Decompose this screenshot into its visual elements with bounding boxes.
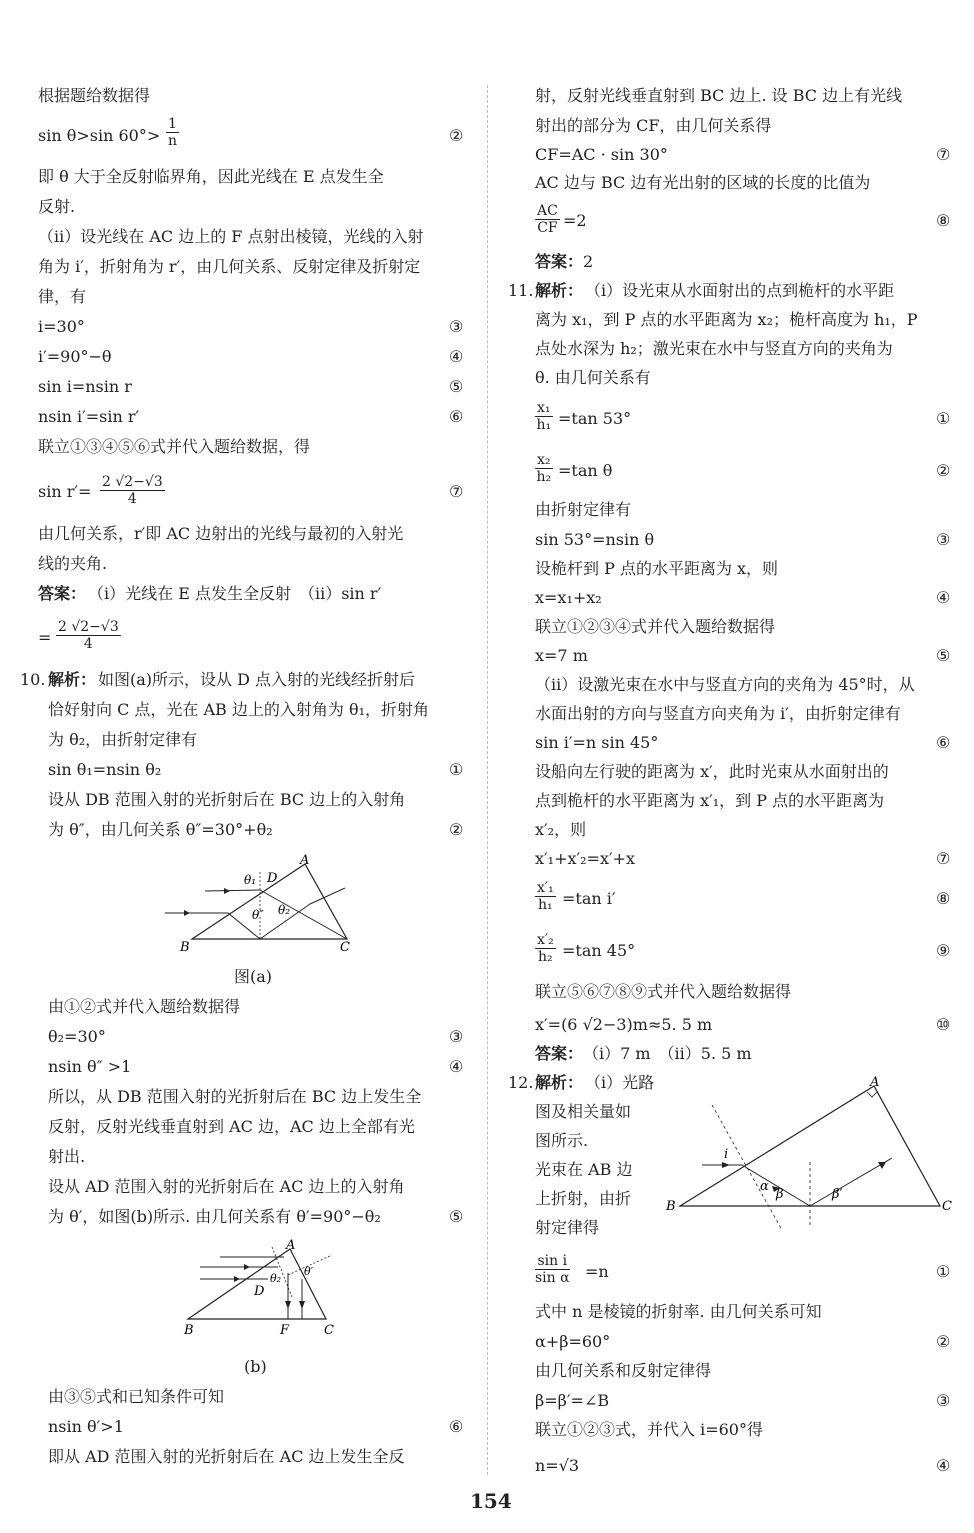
equation: nsin θ′>1	[48, 1417, 124, 1436]
vertex-label: C	[942, 1199, 952, 1214]
answer-text: 2	[583, 252, 594, 271]
angle-label: θ₂	[270, 1272, 282, 1285]
text-line: 由折射定律有	[535, 500, 632, 519]
question-number: 10.	[20, 670, 46, 689]
vertex-label: F	[280, 1323, 290, 1338]
angle-label: i	[724, 1147, 729, 1162]
numerator: 2 √2−√3	[102, 474, 163, 490]
fraction	[100, 474, 165, 507]
equation-tag: ⑤	[449, 1207, 464, 1226]
text-line: 由几何关系，r′即 AC 边射出的光线与最初的入射光	[38, 524, 404, 543]
vertex-label: D	[267, 871, 278, 886]
page-number: 154	[470, 1489, 512, 1513]
equation: nsin i′=sin r′	[38, 407, 140, 426]
denominator: h₂	[536, 469, 552, 485]
denominator: n	[167, 133, 177, 149]
text-line: 所以，从 DB 范围入射的光折射后在 BC 边上发生全	[48, 1087, 422, 1106]
angle-label: θ₂	[278, 903, 291, 917]
equation: sin θ>sin 60°>	[38, 126, 161, 145]
fraction	[535, 1253, 570, 1286]
equation: i=30°	[38, 317, 85, 336]
numerator: AC	[537, 203, 558, 219]
text-line: 联立①③④⑤⑥式并代入题给数据，得	[38, 437, 311, 456]
numerator: x′₁	[537, 880, 554, 896]
text-line: 离为 x₁，到 P 点的水平距离为 x₂；桅杆高度为 h₁，P	[535, 310, 918, 329]
solution-label: 解析：	[535, 1073, 584, 1092]
numerator: sin i	[535, 1253, 570, 1270]
equation-tag: ⑥	[449, 407, 464, 426]
vertex-label: D	[254, 1284, 265, 1299]
figure-a	[160, 852, 360, 960]
equation: α+β=60°	[535, 1332, 611, 1351]
column-divider	[487, 85, 488, 1475]
text-line: 上折射，由折	[535, 1189, 632, 1208]
equation-tag: ⑦	[449, 482, 464, 501]
equation: =	[38, 628, 52, 647]
equation: x=7 m	[535, 646, 588, 665]
text-line: 射，反射光线垂直射到 BC 边上. 设 BC 边上有光线	[535, 86, 903, 105]
equation: nsin θ″ >1	[48, 1057, 132, 1076]
numerator: 2 √2−√3	[58, 619, 119, 635]
fraction	[535, 452, 553, 485]
equation: =tan θ	[558, 461, 613, 480]
text-line: 恰好射向 C 点，光在 AB 边上的入射角为 θ₁，折射角	[48, 700, 430, 719]
answer-label: 答案：	[535, 1044, 584, 1063]
denominator: h₁	[536, 417, 552, 433]
text-line: 由几何关系和反射定律得	[535, 1361, 712, 1380]
equation-tag: ④	[449, 1057, 464, 1076]
vertex-label: C	[324, 1323, 334, 1338]
fraction	[535, 880, 556, 913]
text-line: 由①②式并代入题给数据得	[48, 997, 241, 1016]
fraction	[166, 116, 179, 149]
fraction	[56, 619, 121, 652]
equation: =tan 45°	[562, 941, 636, 960]
text-line: 即从 AD 范围入射的光折射后在 AC 边上发生全反	[48, 1447, 405, 1466]
answer-label: 答案：	[38, 584, 87, 603]
equation-tag: ②	[936, 1332, 951, 1351]
text-line: 如图(a)所示，设从 D 点入射的光线经折射后	[98, 670, 416, 689]
equation-tag: ③	[936, 1391, 951, 1410]
text-line: 由③⑤式和已知条件可知	[48, 1387, 225, 1406]
text-line: 设船向左行驶的距离为 x′，此时光束从水面射出的	[535, 762, 889, 781]
equation: i′=90°−θ	[38, 347, 112, 366]
equation-tag: ②	[449, 126, 464, 145]
figure-q12	[662, 1070, 962, 1230]
equation: sin r′=	[38, 482, 92, 501]
equation-tag: ②	[449, 820, 464, 839]
vertex-label: B	[184, 1323, 194, 1338]
denominator: 4	[83, 636, 93, 652]
equation-tag: ⑨	[936, 941, 951, 960]
vertex-label: B	[180, 940, 190, 955]
vertex-label: A	[870, 1075, 880, 1090]
equation: sin i′=n sin 45°	[535, 733, 659, 752]
equation: sin 53°=nsin θ	[535, 530, 655, 549]
denominator: 4	[127, 491, 137, 507]
numerator: x′₂	[537, 932, 554, 948]
equation-tag: ⑧	[936, 211, 951, 230]
fraction	[535, 400, 553, 433]
text-line: 射出.	[48, 1147, 86, 1166]
text-line: x′₂，则	[535, 820, 587, 839]
text-line: 光束在 AB 边	[535, 1160, 633, 1179]
equation: =tan i′	[562, 889, 616, 908]
text-line: （ⅰ）光路	[585, 1073, 655, 1092]
text-line: 为 θ′，如图(b)所示. 由几何关系有 θ′=90°−θ₂	[48, 1207, 381, 1226]
equation: CF=AC · sin 30°	[535, 145, 668, 164]
equation-tag: ③	[936, 530, 951, 549]
text-line: 设从 DB 范围入射的光折射后在 BC 边上的入射角	[48, 790, 406, 809]
equation-tag: ③	[449, 1027, 464, 1046]
fraction	[535, 203, 560, 236]
text-line: 联立①②③式，并代入 i=60°得	[535, 1420, 763, 1439]
equation: θ₂=30°	[48, 1027, 106, 1046]
solution-label: 解析：	[535, 281, 584, 300]
equation-tag: ⑩	[936, 1015, 951, 1034]
figure-caption: 图(a)	[234, 967, 273, 986]
angle-label: β	[776, 1187, 784, 1202]
equation: β=β′=∠B	[535, 1391, 610, 1410]
equation: =tan 53°	[558, 409, 632, 428]
denominator: h₁	[538, 897, 553, 913]
equation-tag: ⑤	[449, 377, 464, 396]
numerator: 1	[168, 116, 177, 132]
equation-tag: ⑦	[936, 145, 951, 164]
equation-tag: ④	[936, 1456, 951, 1475]
text-line: 图所示.	[535, 1131, 589, 1150]
equation-tag: ③	[449, 317, 464, 336]
question-number: 12.	[508, 1073, 534, 1092]
equation-tag: ①	[449, 760, 464, 779]
equation-tag: ①	[936, 409, 951, 428]
text-line: 联立⑤⑥⑦⑧⑨式并代入题给数据得	[535, 982, 792, 1001]
text-line: （ⅰ）设光束从水面射出的点到桅杆的水平距	[585, 281, 895, 300]
equation-tag: ⑧	[936, 889, 951, 908]
equation-tag: ④	[449, 347, 464, 366]
text-line: 点到桅杆的水平距离为 x′₁，到 P 点的水平距离为	[535, 791, 885, 810]
text-line: 律，有	[38, 287, 87, 306]
text-line: 点处水深为 h₂；激光束在水中与竖直方向的夹角为	[535, 339, 893, 358]
text-line: 反射，反射光线垂直射到 AC 边，AC 边上全部有光	[48, 1117, 415, 1136]
vertex-label: A	[286, 1238, 296, 1253]
text-line: 联立①②③④式并代入题给数据得	[535, 617, 776, 636]
equation-tag: ⑤	[936, 646, 951, 665]
text-line: 角为 i′，折射角为 r′，由几何关系、反射定律及折射定	[38, 257, 421, 276]
angle-label: β′	[832, 1187, 843, 1202]
equation: x′₁+x′₂=x′+x	[535, 849, 636, 868]
text-line: 根据题给数据得	[38, 86, 151, 105]
text-line: AC 边与 BC 边有光出射的区域的长度的比值为	[535, 173, 871, 192]
figure-b	[180, 1237, 345, 1342]
denominator: CF	[537, 220, 558, 236]
denominator: h₂	[538, 949, 553, 965]
vertex-label: C	[340, 940, 350, 955]
solution-label: 解析：	[48, 670, 97, 689]
text-line: 式中 n 是棱镜的折射率. 由几何关系可知	[535, 1302, 822, 1321]
text-line: 设桅杆到 P 点的水平距离为 x，则	[535, 559, 779, 578]
angle-label: θ₁	[244, 873, 257, 887]
text-line: （ⅱ）设光线在 AC 边上的 F 点射出棱镜，光线的入射	[38, 227, 424, 246]
text-line: 即 θ 大于全反射临界角，因此光线在 E 点发生全	[38, 167, 384, 186]
numerator: x₁	[537, 400, 551, 416]
equation-tag: ①	[936, 1262, 951, 1281]
numerator: x₂	[537, 452, 551, 468]
answer-text: （ⅰ）7 m （ⅱ）5. 5 m	[583, 1044, 752, 1063]
angle-label: α	[760, 1179, 769, 1194]
equation-tag: ②	[936, 461, 951, 480]
equation-tag: ④	[936, 588, 951, 607]
angle-label: θ′	[304, 1265, 314, 1278]
equation-tag: ⑥	[449, 1417, 464, 1436]
text-line: 水面出射的方向与竖直方向夹角为 i′，由折射定律有	[535, 704, 901, 723]
text-line: 线的夹角.	[38, 554, 108, 573]
equation-tag: ⑦	[936, 849, 951, 868]
fraction	[535, 932, 556, 965]
vertex-label: A	[300, 853, 310, 868]
text-line: 射出的部分为 CF，由几何关系得	[535, 116, 772, 135]
text-line: 图及相关量如	[535, 1102, 632, 1121]
question-number: 11.	[508, 281, 534, 300]
angle-label: θ″	[252, 908, 264, 922]
equation: =2	[563, 211, 587, 230]
text-line: 射定律得	[535, 1218, 600, 1237]
figure-caption: (b)	[244, 1357, 267, 1376]
text-line: θ. 由几何关系有	[535, 368, 651, 387]
equation: x′=(6 √2−3)m≈5. 5 m	[535, 1015, 713, 1034]
equation: =n	[585, 1262, 609, 1281]
equation: x=x₁+x₂	[535, 588, 602, 607]
text-line: 为 θ″，由几何关系 θ″=30°+θ₂	[48, 820, 273, 839]
text-line: 设从 AD 范围入射的光折射后在 AC 边上的入射角	[48, 1177, 405, 1196]
answer-label: 答案：	[535, 252, 584, 271]
vertex-label: B	[666, 1199, 676, 1214]
answer-text: （ⅰ）光线在 E 点发生全反射 （ⅱ）sin r′	[88, 584, 382, 603]
equation: sin θ₁=nsin θ₂	[48, 760, 162, 779]
text-line: 反射.	[38, 197, 76, 216]
equation-tag: ⑥	[936, 733, 951, 752]
equation: n=√3	[535, 1456, 580, 1475]
denominator: sin α	[535, 1270, 570, 1286]
text-line: 为 θ₂，由折射定律有	[48, 730, 198, 749]
equation: sin i=nsin r	[38, 377, 132, 396]
text-line: （ⅱ）设激光束在水中与竖直方向的夹角为 45°时，从	[535, 675, 915, 694]
